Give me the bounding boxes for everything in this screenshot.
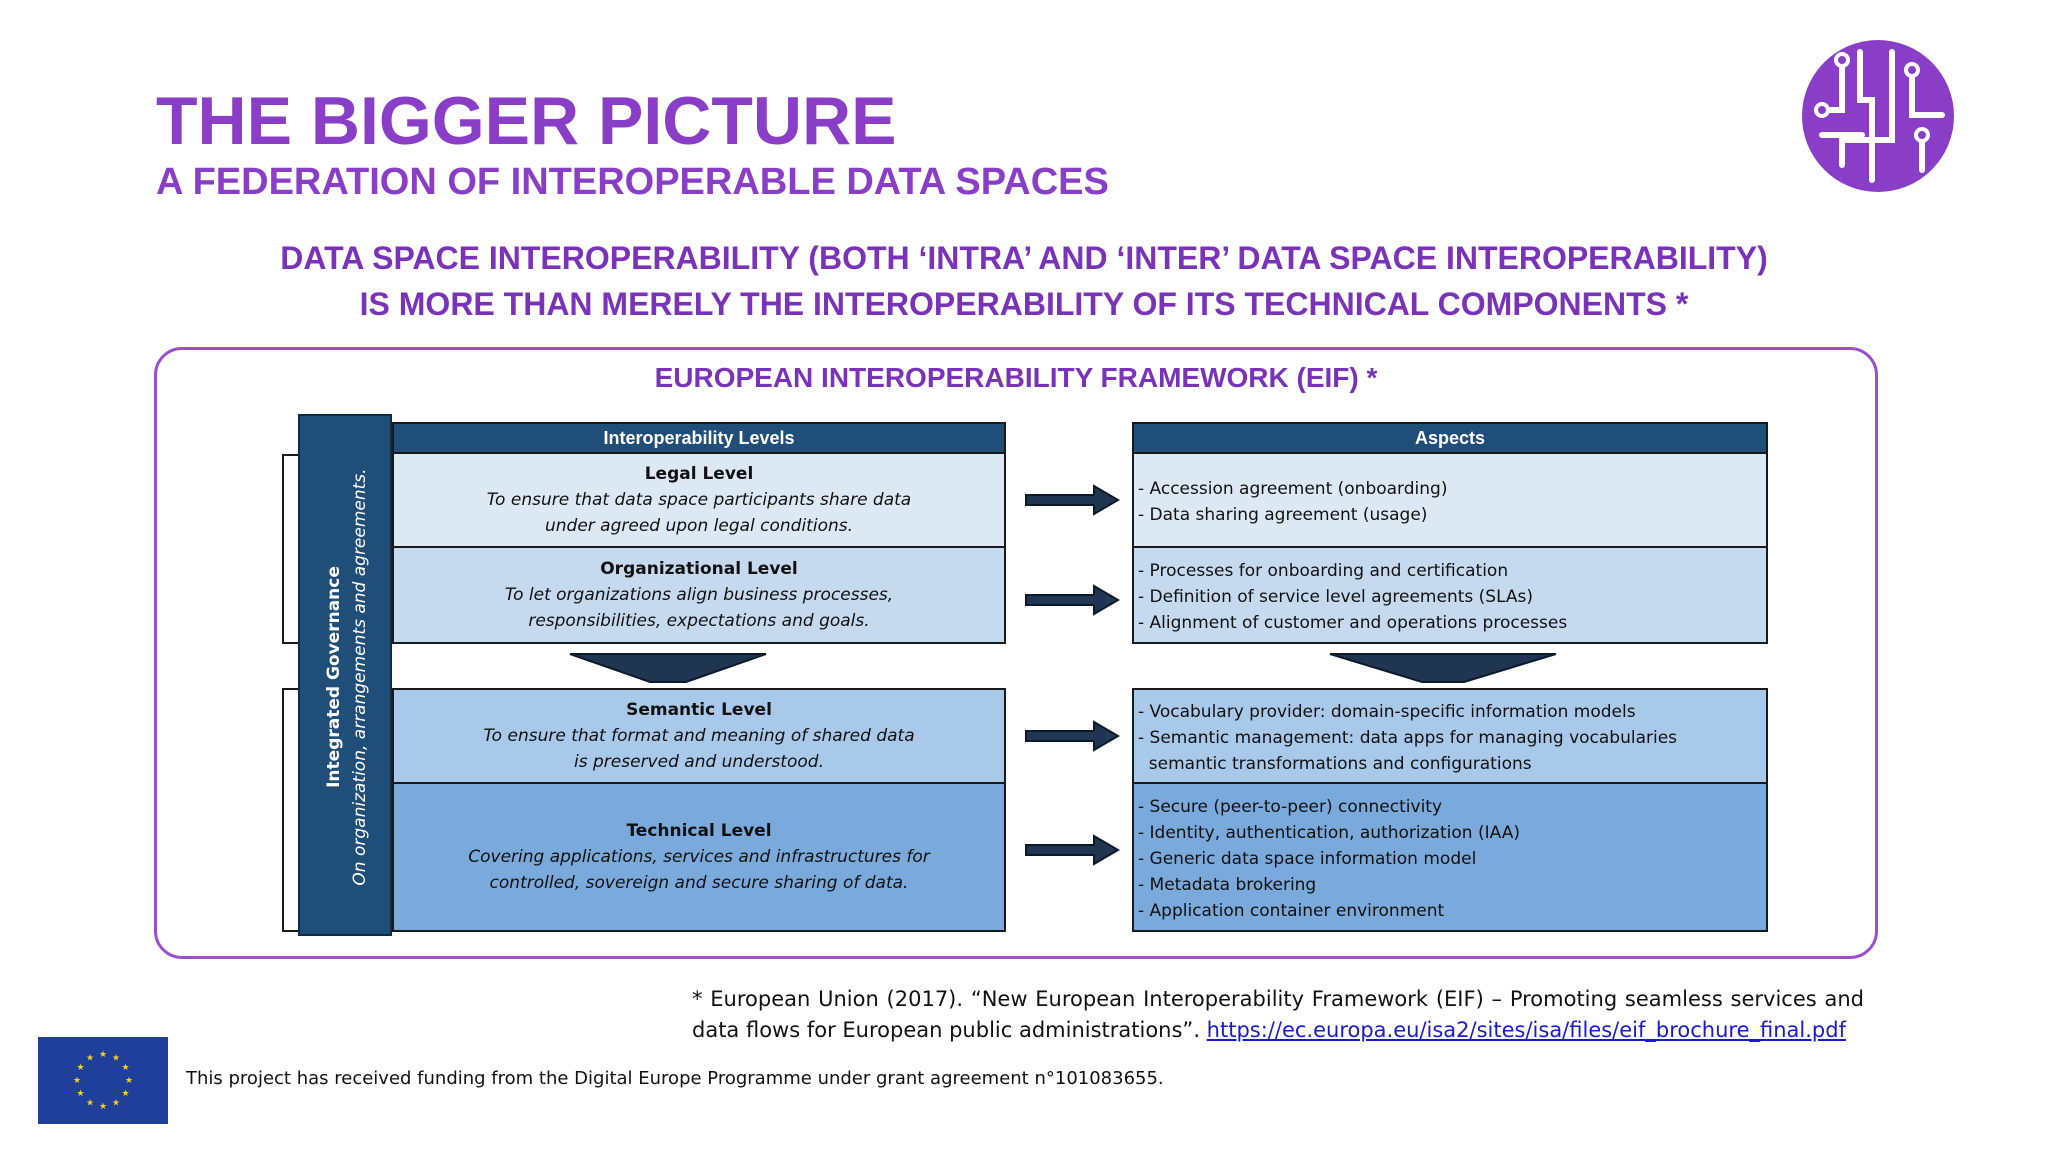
aspect-item: semantic transformations and configurations bbox=[1138, 754, 1532, 774]
eif-title: EUROPEAN INTEROPERABILITY FRAMEWORK (EIF) * bbox=[654, 362, 1378, 393]
svg-text:★: ★ bbox=[72, 1076, 82, 1086]
svg-text:★: ★ bbox=[76, 1089, 85, 1099]
aspect-item: - Secure (peer-to-peer) connectivity bbox=[1138, 797, 1443, 817]
arrow-right-icon bbox=[1024, 484, 1120, 516]
svg-text:★: ★ bbox=[111, 1053, 121, 1064]
arrow-down-icon bbox=[1328, 650, 1558, 684]
semantic-aspects-cell bbox=[1132, 688, 1768, 784]
aspect-item: - Accession agreement (onboarding) bbox=[1138, 479, 1448, 499]
legal-level-name: Legal Level bbox=[644, 464, 754, 484]
aspect-item: - Alignment of customer and operations processes bbox=[1138, 613, 1568, 633]
technical-level-name: Technical Level bbox=[626, 821, 772, 841]
aspects-header: Aspects bbox=[1132, 422, 1768, 454]
legal-level-desc-2: under agreed upon legal conditions. bbox=[544, 516, 854, 536]
slide-title: THE BIGGER PICTURE bbox=[156, 83, 897, 159]
aspect-item: - Application container environment bbox=[1138, 901, 1445, 921]
funding-statement: This project has received funding from the Digital Europe Programme under grant agreement n°101083655. bbox=[186, 1068, 1164, 1089]
aspect-item: - Identity, authentication, authorization (IAA) bbox=[1138, 823, 1520, 843]
aspect-item: - Semantic management: data apps for managing vocabularies bbox=[1138, 728, 1678, 748]
svg-text:★: ★ bbox=[85, 1098, 95, 1109]
footnote-link[interactable]: https://ec.europa.eu/isa2/sites/isa/files/eif_brochure_final.pdf bbox=[1206, 1018, 1846, 1042]
aspect-item: - Vocabulary provider: domain-specific information models bbox=[1138, 702, 1636, 722]
arrow-right-icon bbox=[1024, 834, 1120, 866]
svg-text:★: ★ bbox=[76, 1063, 85, 1073]
semantic-level-cell bbox=[392, 688, 1006, 784]
levels-header: Interoperability Levels bbox=[392, 422, 1006, 454]
organizational-level-desc-2: responsibilities, expectations and goals. bbox=[528, 611, 870, 631]
technical-level-cell bbox=[392, 782, 1006, 932]
svg-text:★: ★ bbox=[85, 1053, 95, 1064]
footnote bbox=[692, 984, 1864, 1046]
organizational-aspects-cell bbox=[1132, 546, 1768, 644]
aspect-item: - Generic data space information model bbox=[1138, 849, 1477, 869]
svg-text:★: ★ bbox=[98, 1050, 108, 1060]
aspect-item: - Metadata brokering bbox=[1138, 875, 1317, 895]
svg-text:★: ★ bbox=[121, 1089, 130, 1099]
organizational-level-cell bbox=[392, 546, 1006, 644]
organizational-level-desc-1: To let organizations align business processes, bbox=[504, 585, 894, 605]
legal-level-desc-1: To ensure that data space participants share data bbox=[486, 490, 912, 510]
svg-text:★: ★ bbox=[124, 1076, 134, 1086]
arrow-down-icon bbox=[568, 650, 768, 684]
eu-flag-icon bbox=[38, 1037, 168, 1124]
project-logo-icon bbox=[1802, 40, 1954, 192]
semantic-level-desc-1: To ensure that format and meaning of shared data bbox=[483, 726, 915, 746]
organizational-level-name: Organizational Level bbox=[600, 559, 798, 579]
heading-line-2: IS MORE THAN MERELY THE INTEROPERABILITY OF ITS TECHNICAL COMPONENTS * bbox=[359, 286, 1689, 322]
svg-text:★: ★ bbox=[121, 1063, 130, 1073]
aspect-item: - Data sharing agreement (usage) bbox=[1138, 505, 1428, 525]
semantic-level-desc-2: is preserved and understood. bbox=[574, 752, 824, 772]
legal-level-cell bbox=[392, 452, 1006, 548]
technical-level-desc-1: Covering applications, services and infrastructures for bbox=[468, 847, 930, 867]
legal-aspects-cell bbox=[1132, 452, 1768, 548]
governance-subtitle: On organization, arrangements and agreements. bbox=[350, 468, 370, 886]
heading-line-1: DATA SPACE INTEROPERABILITY (BOTH ‘INTRA’ AND ‘INTER’ DATA SPACE INTEROPERABILITY) bbox=[280, 240, 1768, 276]
aspect-item: - Definition of service level agreements (SLAs) bbox=[1138, 587, 1534, 607]
aspect-item: - Processes for onboarding and certification bbox=[1138, 561, 1509, 581]
integrated-governance-bar bbox=[298, 414, 392, 936]
technical-aspects-cell bbox=[1132, 782, 1768, 932]
semantic-level-name: Semantic Level bbox=[626, 700, 772, 720]
svg-text:★: ★ bbox=[98, 1102, 108, 1112]
arrow-right-icon bbox=[1024, 584, 1120, 616]
arrow-right-icon bbox=[1024, 720, 1120, 752]
technical-level-desc-2: controlled, sovereign and secure sharing of data. bbox=[489, 873, 909, 893]
slide-subtitle: A FEDERATION OF INTEROPERABLE DATA SPACES bbox=[156, 161, 1109, 203]
svg-text:★: ★ bbox=[111, 1098, 121, 1109]
footnote-text: * European Union (2017). “New European Interoperability Framework (EIF) – Promoting seamless services and data flows for European public administrations”. bbox=[692, 987, 1864, 1042]
governance-title: Integrated Governance bbox=[324, 566, 344, 788]
